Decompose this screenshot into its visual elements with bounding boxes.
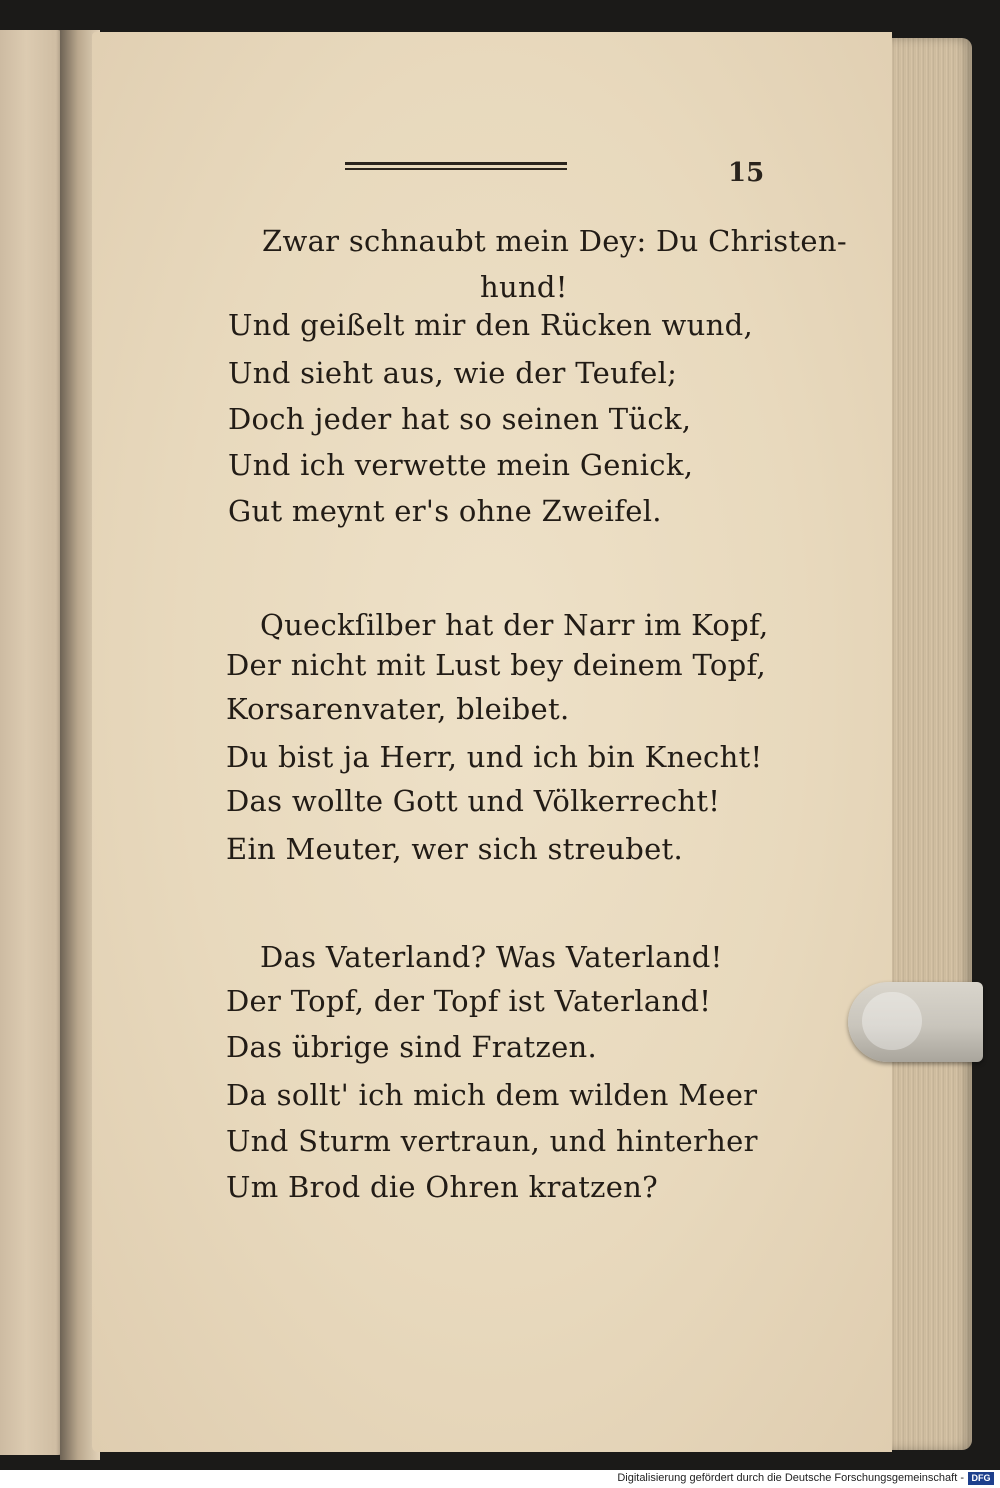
poem-line: Queckſilber hat der Narr im Kopf,	[260, 608, 769, 642]
poem-line: Und ich verwette mein Genick,	[228, 448, 694, 482]
poem-line: Der Topf, der Topf ist Vaterland!	[226, 984, 712, 1018]
poem-line: hund!	[480, 270, 568, 304]
poem-line: Gut meynt er's ohne Zweifel.	[228, 494, 662, 528]
poem-line: Und geißelt mir den Rücken wund,	[228, 308, 754, 342]
poem-line: Das wollte Gott und Völkerrecht!	[226, 784, 721, 818]
poem-line: Um Brod die Ohren kratzen?	[226, 1170, 659, 1204]
left-page-edge	[0, 30, 66, 1455]
poem-line: Doch jeder hat so seinen Tück,	[228, 402, 692, 436]
poem-line: Der nicht mit Lust bey deinem Topf,	[226, 648, 766, 682]
poem-line: Zwar schnaubt mein Dey: Du Christen-	[262, 224, 847, 258]
poem-line: Korsarenvater, bleibet.	[226, 692, 570, 726]
poem-line: Das Vaterland? Was Vaterland!	[260, 940, 723, 974]
footer-bar	[0, 1470, 1000, 1488]
bookmark-clip	[848, 982, 983, 1062]
header-rule	[345, 162, 567, 173]
poem-line: Und sieht aus, wie der Teufel;	[228, 356, 678, 390]
poem-line: Du bist ja Herr, und ich bin Knecht!	[226, 740, 763, 774]
poem-line: Das übrige sind Fratzen.	[226, 1030, 598, 1064]
page-edges	[880, 38, 972, 1450]
page-number: 15	[728, 158, 765, 188]
dfg-logo-icon: DFG	[968, 1472, 994, 1485]
poem-line: Ein Meuter, wer sich streubet.	[226, 832, 683, 866]
footer-credit: Digitalisierung gefördert durch die Deutsche Forschungsgemeinschaft -	[617, 1472, 964, 1484]
poem-line: Da sollt' ich mich dem wilden Meer	[226, 1078, 758, 1112]
header-rule-thick	[345, 162, 567, 165]
poem-line: Und Sturm vertraun, und hinterher	[226, 1124, 758, 1158]
header-rule-thin	[345, 168, 567, 170]
